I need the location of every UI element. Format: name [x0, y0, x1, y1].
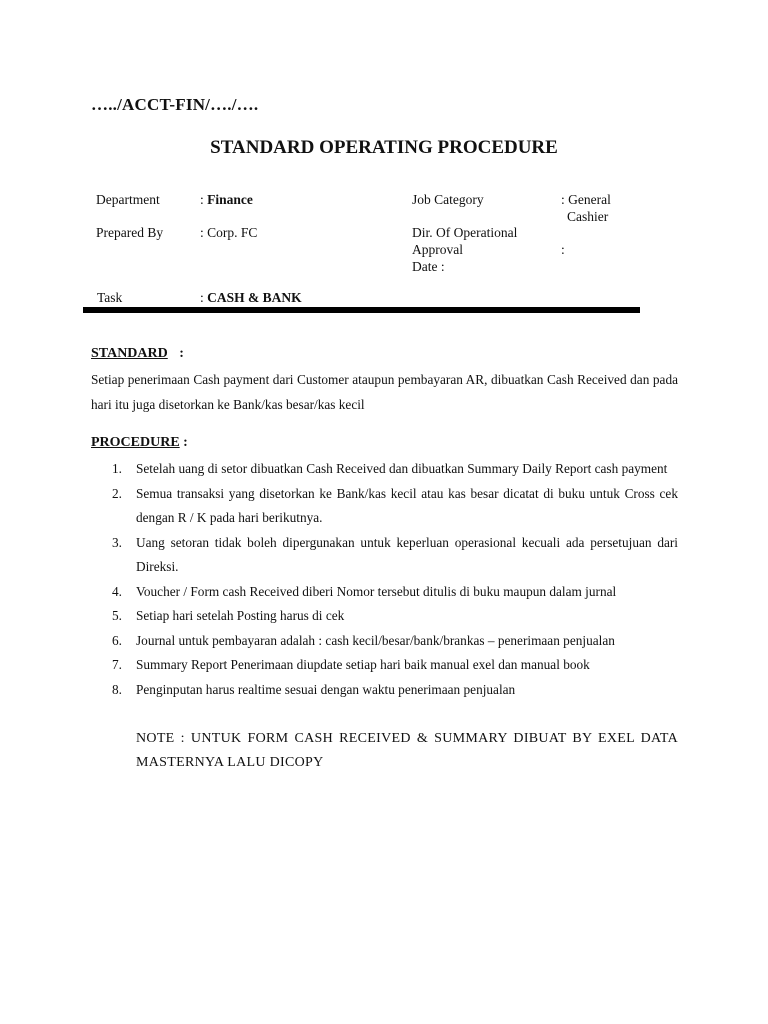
- standard-heading-colon: :: [179, 346, 184, 361]
- document-title: STANDARD OPERATING PROCEDURE: [210, 137, 558, 158]
- job-category-label: Job Category: [412, 192, 484, 207]
- list-item-number: 8.: [112, 681, 122, 697]
- job-category-value-2: Cashier: [567, 209, 609, 224]
- list-item-number: 3.: [112, 534, 122, 550]
- header-divider: [83, 307, 640, 313]
- prepared-by-field: [200, 224, 257, 241]
- list-item-number: 2.: [112, 485, 122, 501]
- prepared-by-colon: :: [200, 225, 204, 240]
- procedure-heading-colon: :: [179, 435, 188, 450]
- prepared-by-label: Prepared By: [96, 225, 164, 240]
- approval-colon: :: [561, 242, 565, 257]
- department-label: Department: [96, 192, 160, 207]
- list-item-number: 1.: [112, 461, 122, 476]
- list-item: [91, 653, 678, 678]
- list-item-number: 5.: [112, 608, 122, 623]
- approval-label-1: Dir. Of Operational: [412, 225, 518, 240]
- approval-label-3: Date :: [412, 259, 445, 274]
- job-category-field: [561, 191, 611, 208]
- list-item-number: 6.: [112, 632, 122, 648]
- list-item: [91, 531, 678, 580]
- procedure-list: [91, 457, 678, 702]
- list-item-text: Setiap hari setelah Posting harus di cek: [136, 608, 345, 623]
- list-item-text: Journal untuk pembayaran adalah : cash kecil/besar/bank/brankas – penerimaan penjualan: [136, 632, 615, 648]
- list-item-number: 4.: [112, 583, 122, 599]
- standard-heading: [91, 346, 184, 362]
- prepared-by-value: Corp. FC: [207, 225, 258, 240]
- standard-text: Setiap penerimaan Cash payment dari Customer ataupun pembayaran AR, dibuatkan Cash Received dan pada hari itu juga disetorkan ke Bank/kas besar/kas kecil: [91, 372, 678, 412]
- task-colon: :: [200, 290, 204, 305]
- task-label: Task: [97, 290, 123, 305]
- job-category-value-1: General: [568, 192, 611, 207]
- list-item: [91, 678, 678, 703]
- list-item: [91, 457, 678, 482]
- procedure-note: NOTE : UNTUK FORM CASH RECEIVED & SUMMARY DIBUAT BY EXEL DATA MASTERNYA LALU DICOPY: [136, 731, 678, 770]
- list-item-number: 7.: [112, 657, 122, 672]
- document-code: …../ACCT-FIN/…./….: [91, 95, 259, 114]
- list-item: [91, 629, 678, 654]
- list-item-text: Semua transaksi yang disetorkan ke Bank/kas kecil atau kas besar dicatat di buku untuk Cross cek dengan R / K pada hari berikutnya.: [136, 485, 678, 525]
- list-item-text: Summary Report Penerimaan diupdate setiap hari baik manual exel dan manual book: [136, 657, 590, 672]
- list-item-text: Setelah uang di setor dibuatkan Cash Received dan dibuatkan Summary Daily Report cash payment: [136, 461, 668, 476]
- list-item: [91, 604, 678, 629]
- task-field: [200, 289, 302, 306]
- standard-heading-text: STANDARD: [91, 346, 168, 361]
- task-value: CASH & BANK: [207, 290, 302, 305]
- job-category-colon: :: [561, 192, 565, 207]
- list-item-text: Uang setoran tidak boleh dipergunakan untuk keperluan operasional kecuali ada persetujuan dari Direksi.: [136, 534, 678, 574]
- list-item: [91, 482, 678, 531]
- procedure-heading: [91, 435, 188, 451]
- approval-label-2: Approval: [412, 242, 463, 257]
- procedure-heading-text: PROCEDURE: [91, 435, 180, 450]
- list-item-text: Penginputan harus realtime sesuai dengan waktu penerimaan penjualan: [136, 681, 516, 697]
- department-field: [200, 191, 253, 208]
- department-colon: :: [200, 192, 204, 207]
- list-item: [91, 580, 678, 605]
- list-item-text: Voucher / Form cash Received diberi Nomor tersebut ditulis di buku maupun dalam jurnal: [136, 583, 617, 599]
- department-value: Finance: [207, 192, 253, 207]
